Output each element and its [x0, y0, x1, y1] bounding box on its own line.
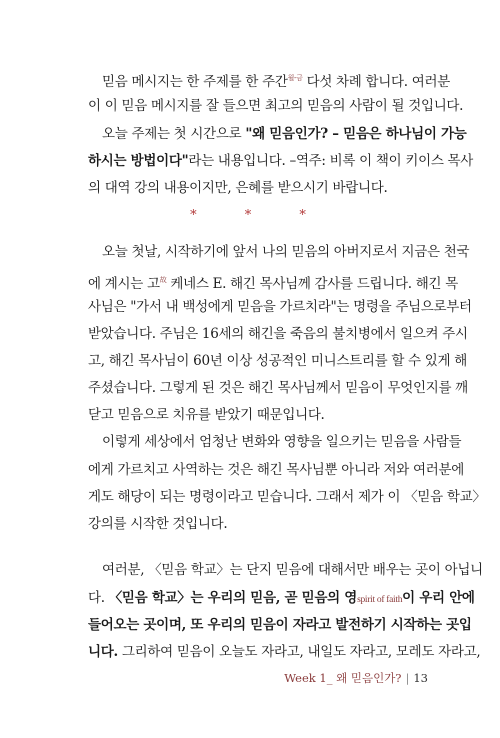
text: 다. — [88, 590, 109, 606]
paragraph-4-line-4: 강의를 시작한 것입니다. — [88, 516, 228, 532]
bold-text: 니다. — [88, 644, 118, 660]
paragraph-5-line-3: 들어오는 곳이며, 또 우리의 믿음이 자라고 발전하기 시작하는 곳입 — [88, 617, 472, 633]
english-gloss: spirit of faith — [357, 595, 403, 605]
paragraph-4-line-3: 게도 해당이 되는 명령이라고 믿습니다. 그래서 제가 이 〈믿음 학교〉 — [88, 489, 486, 505]
bold-text: 하시는 방법이다" — [88, 153, 189, 169]
paragraph-3-line-5: 고, 해긴 목사님이 60년 이상 성공적인 미니스트리를 할 수 있게 해 — [88, 353, 468, 369]
paragraph-2-line-2 — [88, 151, 474, 171]
superscript-note: 월-금 — [287, 74, 303, 82]
bold-text: "왜 믿음인가? – 믿음은 하나님이 가능 — [245, 126, 467, 142]
paragraph-3-line-3: 사님은 "가서 내 백성에게 믿음을 가르치라"는 명령을 주님으로부터 — [88, 299, 472, 315]
paragraph-5-line-1: 여러분, 〈믿음 학교〉는 단지 믿음에 대해서만 배우는 곳이 아닙니 — [102, 562, 483, 578]
section-divider-stars: * * * — [190, 208, 328, 223]
paragraph-2-line-3: 의 대역 강의 내용이지만, 은혜를 받으시기 바랍니다. — [88, 180, 388, 196]
text: 그리하여 믿음이 오늘도 자라고, 내일도 자라고, 모레도 자라고, — [117, 644, 481, 660]
paragraph-1-line-2: 이 이 믿음 메시지를 잘 들으면 최고의 믿음의 사람이 될 것입니다. — [88, 98, 464, 114]
paragraph-2-line-1 — [88, 124, 467, 144]
page-footer — [284, 670, 428, 686]
paragraph-3-line-6: 주셨습니다. 그렇게 된 것은 해긴 목사님께서 믿음이 무엇인지를 깨 — [88, 380, 468, 396]
paragraph-3-line-2 — [88, 270, 458, 292]
paragraph-5-line-2 — [88, 588, 475, 608]
footer-separator: | — [405, 671, 410, 685]
paragraph-4-line-1: 이렇게 세상에서 엄청난 변화와 영향을 일으키는 믿음을 사람들 — [102, 434, 462, 450]
text: 에 계시는 고 — [88, 276, 160, 292]
text: 라는 내용입니다. –역주: 비록 이 책이 키이스 목사 — [188, 153, 474, 169]
superscript-note: 故 — [159, 276, 167, 284]
paragraph-1-line-1 — [88, 68, 450, 90]
running-title: Week 1_ 왜 믿음인가? — [284, 671, 402, 685]
paragraph-4-line-2: 에게 가르치고 사역하는 것은 해긴 목사님뿐 아니라 저와 여러분에 — [88, 462, 464, 478]
paragraph-3-line-4: 받았습니다. 주님은 16세의 해긴을 죽음의 불치병에서 일으켜 주시 — [88, 326, 468, 342]
page-number: 13 — [413, 671, 428, 685]
paragraph-3-line-1: 오늘 첫날, 시작하기에 앞서 나의 믿음의 아버지로서 지금은 천국 — [102, 244, 470, 260]
paragraph-5-line-4 — [88, 642, 481, 662]
bold-text: 이 우리 안에 — [402, 590, 475, 606]
text: 케네스 E. 해긴 목사님께 감사를 드립니다. 해긴 목 — [166, 276, 458, 292]
text: 오늘 주제는 첫 시간으로 — [102, 126, 246, 142]
bold-text: 〈믿음 학교〉는 우리의 믿음, 곧 믿음의 영 — [108, 590, 358, 606]
paragraph-3-line-7: 닫고 믿음으로 치유를 받았기 때문입니다. — [88, 407, 325, 423]
text: 믿음 메시지는 한 주제를 한 주간 — [102, 74, 288, 90]
text: 다섯 차례 합니다. 여러분 — [302, 74, 450, 90]
